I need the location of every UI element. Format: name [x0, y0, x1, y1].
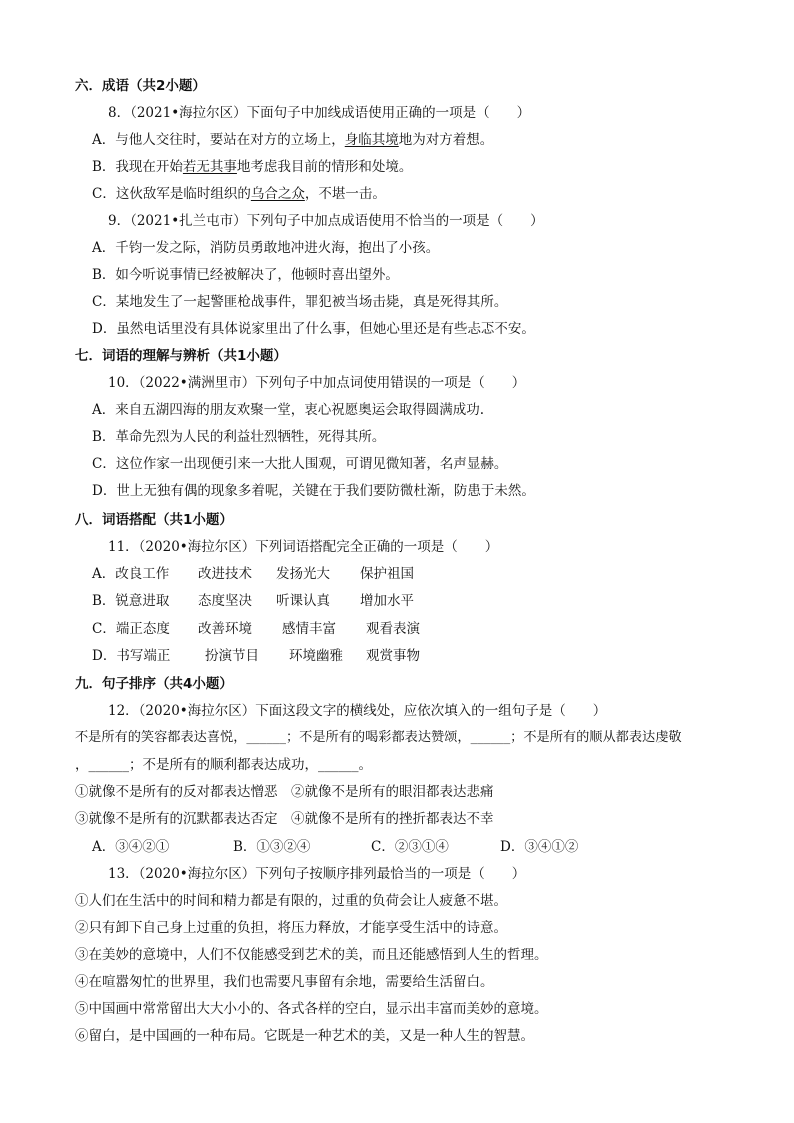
question-13-sentence-1: ①人们在生活中的时间和精力都是有限的，过重的负荷会让人疲惫不堪。	[75, 893, 507, 909]
word-pair: 增加水平	[360, 593, 414, 609]
word-pair: 态度坚决	[198, 593, 252, 609]
question-9-option-c: C．某地发生了一起警匪枪战事件，罪犯被当场击毙，真是死得其所。	[92, 294, 508, 310]
question-12-sentences-2: ③就像不是所有的沉默都表达否定 ④就像不是所有的挫折都表达不幸	[75, 811, 494, 827]
word-pair: 听课认真	[276, 593, 330, 609]
question-10-stem: 10．（2022•满洲里市）下列句子中加点词使用错误的一项是（ ）	[108, 375, 526, 391]
section-title-idioms: 六．成语（共2小题）	[75, 78, 206, 94]
word-pair: 保护祖国	[360, 566, 414, 582]
underlined-idiom: 若无其事	[182, 159, 237, 175]
word-pair: C．端正态度	[92, 621, 170, 637]
underlined-idiom: 身临其境	[344, 132, 399, 148]
question-12-choice-d: D．③④①②	[500, 839, 579, 855]
word-pair: 观赏事物	[366, 648, 420, 664]
question-11-stem: 11．（2020•海拉尔区）下列词语搭配完全正确的一项是（ ）	[108, 539, 499, 555]
question-12-choice-c: C．②③①④	[371, 839, 449, 855]
question-9-option-d: D．虽然电话里没有具体说家里出了什么事，但她心里还是有些忐忑不安。	[92, 321, 535, 337]
question-13-sentence-6: ⑥留白，是中国画的一种布局。它既是一种艺术的美，又是一种人生的智慧。	[75, 1028, 534, 1044]
question-13-stem: 13．（2020•海拉尔区）下列句子按顺序排列最恰当的一项是（ ）	[108, 866, 526, 882]
word-pair: D．书写端正	[92, 648, 171, 664]
question-9-stem: 9．（2021•扎兰屯市）下列句子中加点成语使用不恰当的一项是（ ）	[108, 213, 544, 229]
question-10-option-c: C．这位作家一出现便引来一大批人围观，可谓见微知著，名声显赫。	[92, 456, 508, 472]
question-12-stem: 12．（2020•海拉尔区）下面这段文字的横线处，应依次填入的一组句子是（ ）	[108, 703, 607, 719]
question-12-passage-line-2: ，______；不是所有的顺利都表达成功，______。	[75, 757, 372, 773]
question-8-stem: 8．（2021•海拉尔区）下面句子中加线成语使用正确的一项是（ ）	[108, 105, 531, 121]
word-pair: 发扬光大	[276, 566, 330, 582]
question-13-sentence-4: ④在喧嚣匆忙的世界里，我们也需要凡事留有余地，需要给生活留白。	[75, 974, 494, 990]
question-12-sentences-1: ①就像不是所有的反对都表达憎恶 ②就像不是所有的眼泪都表达悲痛	[75, 784, 494, 800]
underlined-idiom: 乌合之众	[250, 186, 305, 202]
word-pair: B．锐意进取	[92, 593, 170, 609]
word-pair: 扮演节目	[205, 648, 259, 664]
word-pair: 改进技术	[198, 566, 252, 582]
section-title-collocation: 八．词语搭配（共1小题）	[75, 512, 233, 528]
question-10-option-a: A．来自五湖四海的朋友欢聚一堂，衷心祝愿奥运会取得圆满成功.	[92, 402, 485, 418]
question-8-option-c: C．这伙敌军是临时组织的乌合之众，不堪一击。	[92, 186, 386, 202]
question-9-option-a: A．千钧一发之际，消防员勇敢地冲进火海，抱出了小孩。	[92, 240, 440, 256]
question-13-sentence-2: ②只有卸下自己身上过重的负担，将压力释放，才能享受生活中的诗意。	[75, 920, 507, 936]
word-pair: 改善环境	[198, 621, 252, 637]
question-13-sentence-5: ⑤中国画中常常留出大大小小的、各式各样的空白，显示出丰富而美妙的意境。	[75, 1001, 548, 1017]
word-pair: 观看表演	[366, 621, 420, 637]
word-pair: A．改良工作	[92, 566, 170, 582]
question-9-option-b: B．如今听说事情已经被解决了，他顿时喜出望外。	[92, 267, 399, 283]
word-pair: 环境幽雅	[289, 648, 343, 664]
question-13-sentence-3: ③在美妙的意境中，人们不仅能感受到艺术的美，而且还能感悟到人生的哲理。	[75, 947, 548, 963]
question-10-option-d: D．世上无独有偶的现象多着呢，关键在于我们要防微杜渐，防患于未然。	[92, 483, 535, 499]
word-pair: 感情丰富	[282, 621, 336, 637]
question-12-passage-line-1: 不是所有的笑容都表达喜悦，______；不是所有的喝彩都表达赞颂，______；不是所有的顺从都表达虔敬	[75, 730, 682, 745]
question-10-option-b: B．革命先烈为人民的利益壮烈牺牲，死得其所。	[92, 429, 386, 445]
question-12-choice-a: A．③④②①	[92, 839, 170, 855]
question-8-option-b: B．我现在开始若无其事地考虑我目前的情形和处境。	[92, 159, 413, 175]
question-8-option-a: A．与他人交往时，要站在对方的立场上，身临其境地为对方着想。	[92, 132, 494, 148]
section-title-sentence-order: 九．句子排序（共4小题）	[75, 676, 233, 692]
section-title-word-meaning: 七．词语的理解与辨析（共1小题）	[75, 348, 287, 364]
question-12-choice-b: B．①③②④	[233, 839, 311, 855]
